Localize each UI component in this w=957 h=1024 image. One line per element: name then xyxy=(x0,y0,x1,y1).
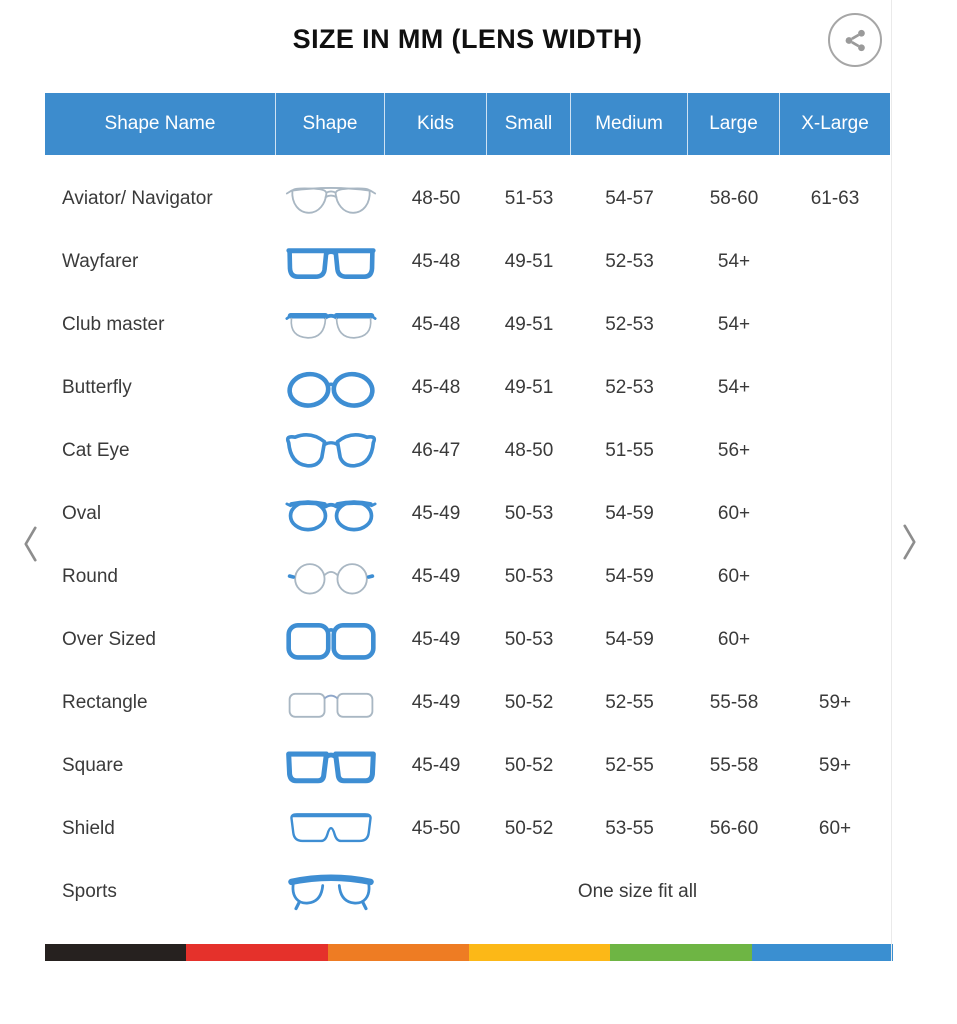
size-kids: 45-48 xyxy=(411,313,461,335)
table-row xyxy=(45,230,890,293)
table-row xyxy=(45,545,890,608)
size-small: 50-52 xyxy=(504,817,554,839)
size-large: 60+ xyxy=(717,502,751,524)
size-medium: 51-55 xyxy=(605,439,654,461)
shape-name-label: Square xyxy=(62,754,124,776)
size-small: 49-51 xyxy=(504,250,554,272)
rectangle-glasses-icon xyxy=(276,680,385,726)
table-row xyxy=(45,167,890,230)
size-kids: 45-49 xyxy=(411,628,461,650)
sports-glasses-icon xyxy=(276,869,385,915)
size-small: 51-53 xyxy=(504,187,554,209)
size-large: 55-58 xyxy=(709,754,759,776)
table-row xyxy=(45,797,890,860)
aviator-glasses-icon xyxy=(276,176,385,222)
brand-color-stripe xyxy=(45,944,893,961)
chevron-right-icon xyxy=(900,523,919,561)
page-title: SIZE IN MM (LENS WIDTH) xyxy=(292,24,643,54)
size-medium: 53-55 xyxy=(605,817,654,839)
share-button[interactable] xyxy=(828,13,882,67)
share-icon xyxy=(842,27,869,54)
size-kids: 45-50 xyxy=(411,817,461,839)
table-row xyxy=(45,356,890,419)
size-large: 60+ xyxy=(717,565,751,587)
header-cell-shape: Shape xyxy=(276,93,385,155)
square-glasses-icon xyxy=(276,743,385,789)
header-cell-xlarge: X-Large xyxy=(801,113,869,134)
header-cell-medium: Medium xyxy=(571,93,688,155)
size-kids: 45-49 xyxy=(411,565,461,587)
size-medium: 52-55 xyxy=(605,691,654,713)
wayfarer-glasses-icon xyxy=(276,239,385,285)
size-medium: 52-53 xyxy=(605,376,654,398)
table-row xyxy=(45,860,890,923)
size-small: 50-53 xyxy=(504,502,554,524)
size-kids: 45-48 xyxy=(411,250,461,272)
table-row xyxy=(45,734,890,797)
clubmaster-glasses-icon xyxy=(276,302,385,348)
shape-name-label: Rectangle xyxy=(62,691,148,713)
size-xlarge: 59+ xyxy=(818,754,852,776)
size-medium: 52-53 xyxy=(605,250,654,272)
size-small: 48-50 xyxy=(504,439,554,461)
table-row xyxy=(45,608,890,671)
size-xlarge: 60+ xyxy=(818,817,852,839)
size-kids: 46-47 xyxy=(411,439,461,461)
size-large: 56-60 xyxy=(709,817,759,839)
table-row xyxy=(45,293,890,356)
shape-name-label: Club master xyxy=(62,313,165,335)
header-cell-large: Large xyxy=(688,93,780,155)
size-small: 49-51 xyxy=(504,313,554,335)
shield-glasses-icon xyxy=(276,806,385,852)
header-cell-small: Small xyxy=(487,93,571,155)
card-right-border xyxy=(891,0,892,961)
carousel-next-button[interactable] xyxy=(900,523,919,564)
round-glasses-icon xyxy=(276,554,385,600)
stripe-segment-blue xyxy=(752,944,893,961)
size-medium: 54-59 xyxy=(605,565,654,587)
oval-glasses-icon xyxy=(276,491,385,537)
size-medium: 54-59 xyxy=(605,628,654,650)
size-large: 60+ xyxy=(717,628,751,650)
size-kids: 45-49 xyxy=(411,691,461,713)
size-small: 49-51 xyxy=(504,376,554,398)
size-kids: 45-49 xyxy=(411,754,461,776)
shape-name-label: Round xyxy=(62,565,118,587)
size-large: 54+ xyxy=(717,250,751,272)
shape-name-label: Shield xyxy=(62,817,115,839)
butterfly-glasses-icon xyxy=(276,365,385,411)
size-xlarge: 61-63 xyxy=(810,187,860,209)
table-header-row xyxy=(45,93,890,155)
table-row xyxy=(45,482,890,545)
shape-name-label: Oval xyxy=(62,502,102,524)
size-medium: 52-53 xyxy=(605,313,654,335)
chevron-left-icon xyxy=(21,525,40,563)
stripe-segment-orange xyxy=(328,944,469,961)
table-row xyxy=(45,671,890,734)
size-medium: 52-55 xyxy=(605,754,654,776)
carousel-prev-button[interactable] xyxy=(21,525,40,566)
size-medium: 54-57 xyxy=(605,187,654,209)
shape-name-label: Aviator/ Navigator xyxy=(62,187,213,209)
shape-name-label: Over Sized xyxy=(62,628,156,650)
table-body xyxy=(45,167,890,923)
size-large: 54+ xyxy=(717,376,751,398)
cateye-glasses-icon xyxy=(276,428,385,474)
size-large: 56+ xyxy=(717,439,751,461)
size-large: 54+ xyxy=(717,313,751,335)
header-cell-kids: Kids xyxy=(385,93,487,155)
size-small: 50-52 xyxy=(504,754,554,776)
stripe-segment-yellow xyxy=(469,944,610,961)
one-size-label: One size fit all xyxy=(577,880,698,902)
table-row xyxy=(45,419,890,482)
size-small: 50-52 xyxy=(504,691,554,713)
size-kids: 48-50 xyxy=(411,187,461,209)
size-small: 50-53 xyxy=(504,565,554,587)
shape-name-label: Wayfarer xyxy=(62,250,139,272)
shape-name-label: Butterfly xyxy=(62,376,132,398)
shape-name-label: Cat Eye xyxy=(62,439,130,461)
size-xlarge: 59+ xyxy=(818,691,852,713)
size-small: 50-53 xyxy=(504,628,554,650)
stripe-segment-black xyxy=(45,944,186,961)
size-kids: 45-49 xyxy=(411,502,461,524)
size-kids: 45-48 xyxy=(411,376,461,398)
size-medium: 54-59 xyxy=(605,502,654,524)
header-cell-shape-name: Shape Name xyxy=(45,93,276,155)
oversized-glasses-icon xyxy=(276,617,385,663)
size-large: 58-60 xyxy=(709,187,759,209)
stripe-segment-red xyxy=(186,944,327,961)
shape-name-label: Sports xyxy=(62,880,117,902)
stripe-segment-green xyxy=(610,944,751,961)
size-large: 55-58 xyxy=(709,691,759,713)
